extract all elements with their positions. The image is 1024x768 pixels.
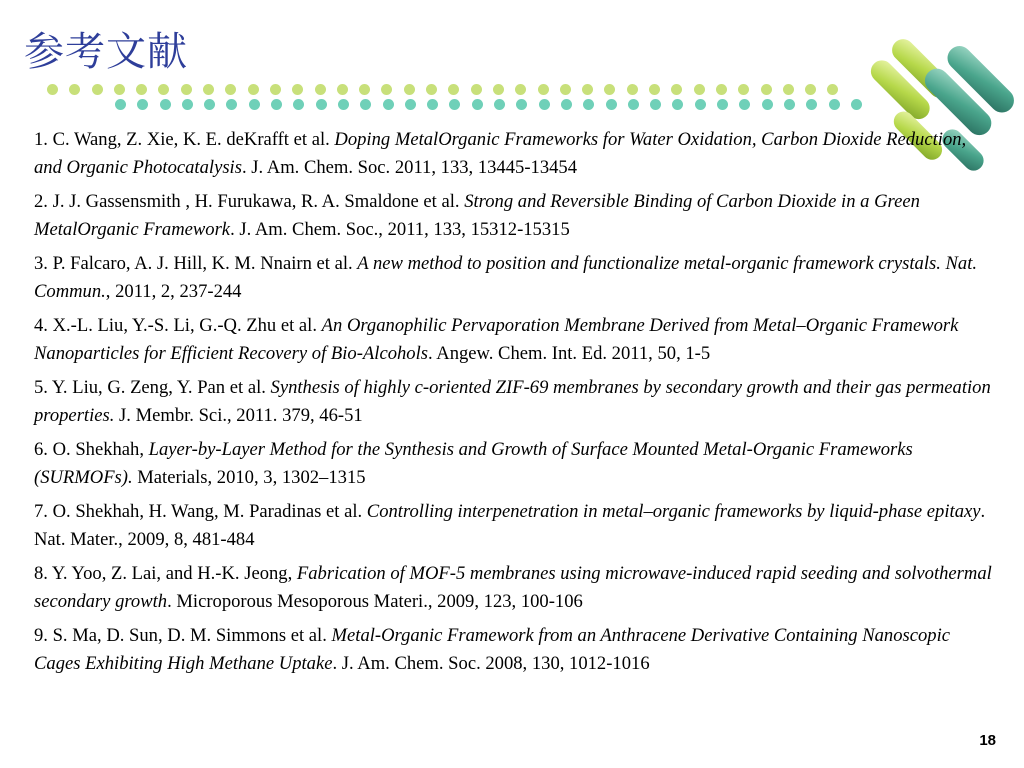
reference-title: Doping MetalOrganic Frameworks for Water Oxidation, Carbon Dioxide Reduction, and Organic Photocatalysis bbox=[34, 129, 967, 178]
decorative-dot bbox=[538, 84, 549, 95]
decorative-dot bbox=[249, 99, 260, 110]
reference-source: Materials, 2010, 3, 1302–1315 bbox=[132, 466, 366, 488]
decorative-dot bbox=[493, 84, 504, 95]
reference-source: J. Membr. Sci., 2011. 379, 46-51 bbox=[114, 404, 363, 426]
reference-authors: 2. J. J. Gassensmith , H. Furukawa, R. A. Smaldone et al. bbox=[34, 191, 465, 212]
decorative-dot bbox=[829, 99, 840, 110]
reference-authors: 9. S. Ma, D. Sun, D. M. Simmons et al. bbox=[34, 625, 332, 646]
reference-item bbox=[34, 498, 996, 553]
reference-authors: 4. X.-L. Liu, Y.-S. Li, G.-Q. Zhu et al. bbox=[34, 315, 322, 336]
reference-title: Controlling interpenetration in metal–organic frameworks by liquid-phase epitaxy bbox=[366, 501, 981, 522]
reference-item bbox=[34, 374, 996, 429]
reference-authors: 6. O. Shekhah, bbox=[34, 439, 149, 460]
decorative-dot bbox=[448, 84, 459, 95]
reference-item bbox=[34, 126, 996, 181]
reference-title: An Organophilic Pervaporation Membrane Derived from Metal–Organic Framework Nanoparticles for Efficient Recovery of Bio-Alcohols bbox=[34, 315, 959, 364]
decorative-dot bbox=[582, 84, 593, 95]
decorative-dot bbox=[695, 99, 706, 110]
decorative-dot bbox=[137, 99, 148, 110]
page-title: 参考文献 bbox=[24, 29, 188, 75]
reference-item bbox=[34, 250, 996, 305]
reference-item bbox=[34, 622, 996, 677]
decorative-dot bbox=[649, 84, 660, 95]
decorative-dot bbox=[182, 99, 193, 110]
reference-title: Strong and Reversible Binding of Carbon Dioxide in a Green MetalOrganic Framework bbox=[34, 191, 920, 240]
decorative-dot bbox=[248, 84, 259, 95]
decorative-dot bbox=[739, 99, 750, 110]
decorative-dot bbox=[114, 84, 125, 95]
decorative-dot bbox=[805, 84, 816, 95]
reference-source: . Nat. Mater., 2009, 8, 481-484 bbox=[34, 501, 986, 550]
decorative-dot bbox=[204, 99, 215, 110]
reference-source: , 2011, 2, 237-244 bbox=[105, 280, 242, 302]
decorative-dot bbox=[783, 84, 794, 95]
decorative-dot bbox=[672, 99, 683, 110]
decorative-dot bbox=[472, 99, 483, 110]
decorative-dot bbox=[449, 99, 460, 110]
decorative-dot bbox=[337, 84, 348, 95]
decorative-dot bbox=[115, 99, 126, 110]
decorative-dot bbox=[694, 84, 705, 95]
reference-title: Synthesis of highly c-oriented ZIF-69 membranes by secondary growth and their gas permeation properties. bbox=[34, 377, 991, 426]
decorative-dot bbox=[851, 99, 862, 110]
decorative-dot bbox=[47, 84, 58, 95]
decorative-dot bbox=[315, 84, 326, 95]
decorative-dot bbox=[717, 99, 728, 110]
reference-item bbox=[34, 188, 996, 243]
decorative-dot bbox=[160, 99, 171, 110]
reference-title: Layer-by-Layer Method for the Synthesis and Growth of Surface Mounted Metal-Organic Frameworks (SURMOFs). bbox=[34, 439, 913, 488]
reference-authors: 1. C. Wang, Z. Xie, K. E. deKrafft et al. bbox=[34, 129, 335, 150]
decorative-dot bbox=[381, 84, 392, 95]
decorative-dot bbox=[539, 99, 550, 110]
reference-item bbox=[34, 560, 996, 615]
decorative-dot bbox=[628, 99, 639, 110]
decorative-dot bbox=[650, 99, 661, 110]
reference-title: A new method to position and functionalize metal-organic framework crystals. Nat. Commun. bbox=[34, 253, 978, 302]
decorative-dot bbox=[716, 84, 727, 95]
decorative-dot bbox=[383, 99, 394, 110]
reference-source: . Microporous Mesoporous Materi., 2009, 123, 100-106 bbox=[167, 590, 583, 612]
decorative-dot bbox=[762, 99, 773, 110]
decorative-dot bbox=[225, 84, 236, 95]
reference-authors: 3. P. Falcaro, A. J. Hill, K. M. Nnairn et al. bbox=[34, 253, 358, 274]
decorative-dot bbox=[471, 84, 482, 95]
decorative-dot bbox=[405, 99, 416, 110]
reference-source: . J. Am. Chem. Soc., 2011, 133, 15312-15315 bbox=[230, 218, 570, 240]
decorative-dot bbox=[181, 84, 192, 95]
decorative-dot bbox=[404, 84, 415, 95]
decorative-dot bbox=[606, 99, 617, 110]
decorative-dot bbox=[583, 99, 594, 110]
decorative-dot bbox=[627, 84, 638, 95]
decorative-dot bbox=[271, 99, 282, 110]
decorative-dot bbox=[69, 84, 80, 95]
decorative-dot bbox=[360, 99, 371, 110]
reference-item bbox=[34, 312, 996, 367]
decorative-dot bbox=[293, 99, 304, 110]
reference-title: Metal-Organic Framework from an Anthracene Derivative Containing Nanoscopic Cages Exhibiting High Methane Uptake bbox=[34, 625, 951, 674]
decorative-dot bbox=[338, 99, 349, 110]
reference-source: . J. Am. Chem. Soc. 2008, 130, 1012-1016 bbox=[332, 652, 650, 674]
decorative-dot bbox=[604, 84, 615, 95]
decorative-dot bbox=[426, 84, 437, 95]
decorative-dot bbox=[784, 99, 795, 110]
reference-authors: 7. O. Shekhah, H. Wang, M. Paradinas et al. bbox=[34, 501, 367, 522]
decorative-dot bbox=[671, 84, 682, 95]
decorative-dot bbox=[427, 99, 438, 110]
reference-title: Fabrication of MOF-5 membranes using microwave-induced rapid seeding and solvothermal secondary growth bbox=[34, 563, 992, 612]
decorative-dot bbox=[226, 99, 237, 110]
decorative-dot bbox=[560, 84, 571, 95]
decorative-dot bbox=[270, 84, 281, 95]
decorative-dot bbox=[136, 84, 147, 95]
decorative-dot bbox=[359, 84, 370, 95]
reference-authors: 8. Y. Yoo, Z. Lai, and H.-K. Jeong, bbox=[34, 563, 297, 584]
reference-list bbox=[34, 126, 996, 684]
reference-authors: 5. Y. Liu, G. Zeng, Y. Pan et al. bbox=[34, 377, 271, 398]
decorative-dot bbox=[158, 84, 169, 95]
reference-item bbox=[34, 436, 996, 491]
decorative-dot bbox=[806, 99, 817, 110]
reference-source: . J. Am. Chem. Soc. 2011, 133, 13445-13454 bbox=[241, 156, 578, 178]
decorative-dot bbox=[92, 84, 103, 95]
decorative-dot bbox=[761, 84, 772, 95]
decorative-dot bbox=[292, 84, 303, 95]
decorative-dot bbox=[738, 84, 749, 95]
decorative-dot bbox=[316, 99, 327, 110]
decorative-dot bbox=[516, 99, 527, 110]
reference-source: . Angew. Chem. Int. Ed. 2011, 50, 1-5 bbox=[428, 342, 711, 364]
decorative-dot bbox=[561, 99, 572, 110]
decorative-dot bbox=[494, 99, 505, 110]
page-number: 18 bbox=[979, 732, 996, 749]
decorative-dot-row-teal bbox=[115, 99, 862, 110]
decorative-dot bbox=[827, 84, 838, 95]
decorative-dot bbox=[203, 84, 214, 95]
decorative-dot bbox=[515, 84, 526, 95]
decorative-dot-row-green bbox=[47, 84, 838, 95]
